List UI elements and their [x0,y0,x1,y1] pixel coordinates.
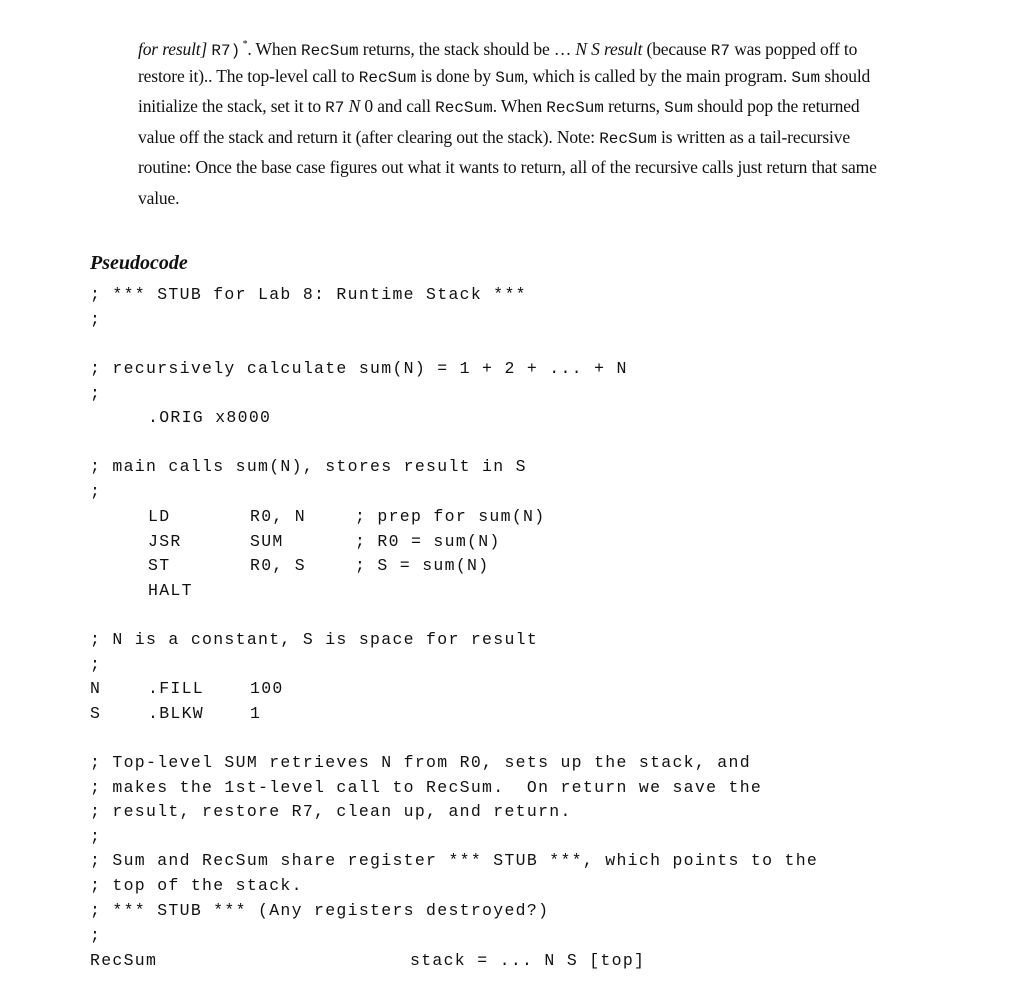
paragraph-text: value off the stack and return it (after clearing out the stack). Note: [138,126,600,147]
inline-code: RecSum [546,99,604,117]
paragraph-text: should [820,65,871,86]
paragraph-text: was popped off to [729,39,858,59]
code-line: ; [90,926,102,945]
code-line: ST [148,556,171,575]
code-line: ; R0 = sum(N) [355,532,501,551]
pseudocode-heading: Pseudocode [90,252,188,274]
paragraph-text: N S result [575,39,643,59]
paragraph-line [138,91,988,122]
code-line: R0, N [250,507,307,526]
code-line: SUM [250,532,284,551]
code-line: ; Sum and RecSum share register *** STUB ***, which points to the [90,851,819,870]
description-paragraph [138,30,988,213]
code-line: ; [90,310,102,329]
paragraph-text: returns, [603,96,665,116]
code-line: JSR [148,532,182,551]
paragraph-text: (because [642,39,711,59]
paragraph-text: N [348,96,361,116]
paragraph-line [138,61,988,92]
paragraph-text: routine: Once the base case figures out what it wants to return, all of the recursive calls just return that same [138,157,877,177]
paragraph-line [138,122,988,153]
paragraph-line [138,183,988,214]
paragraph-text: value. [138,187,180,208]
paragraph-text: restore it).. The top-level call to [138,65,359,86]
code-line: 1 [250,704,262,723]
code-line: R0, S [250,556,307,575]
code-line: ; Top-level SUM retrieves N from R0, sets up the stack, and [90,753,751,772]
inline-code: RecSum [599,129,657,148]
code-line: ; [90,827,102,846]
code-line: RecSum [90,951,158,970]
code-line: ; [90,482,102,501]
paragraph-text: should pop the returned [692,96,860,116]
code-line: 100 [250,679,284,698]
inline-code: RecSum [435,99,493,117]
code-line: ; S = sum(N) [355,556,490,575]
code-line: ; top of the stack. [90,876,303,895]
code-line: N [90,679,102,698]
paragraph-text: for result] [138,39,208,59]
inline-code: Sum [495,68,525,87]
paragraph-line [138,30,988,61]
code-line: ; recursively calculate sum(N) = 1 + 2 + ... + N [90,359,628,378]
code-line: ; *** STUB *** (Any registers destroyed?) [90,901,550,920]
code-line: .ORIG x8000 [148,408,272,427]
paragraph-text: initialize the stack, set it to [138,96,326,116]
paragraph-text: is done by [416,65,496,86]
paragraph-text: . When [247,39,301,59]
code-line: stack = ... N S [top] [410,951,646,970]
inline-code: R7 [710,42,730,60]
code-line: HALT [148,581,193,600]
code-line: .FILL [148,679,205,698]
code-line: ; [90,384,102,403]
paragraph-text: returns, the stack should be … [358,39,576,59]
code-line: ; N is a constant, S is space for result [90,630,539,649]
code-line: ; result, restore R7, clean up, and return. [90,802,572,821]
code-line: LD [148,507,171,526]
paragraph-text: . When [492,96,547,116]
inline-code: RecSum [358,68,417,87]
code-line: ; main calls sum(N), stores result in S [90,457,527,476]
code-line: ; prep for sum(N) [355,507,546,526]
code-line: ; makes the 1st-level call to RecSum. On return we save the [90,778,763,797]
paragraph-text: , which is called by the main program. [524,65,792,86]
inline-code: R7) [211,42,241,60]
paragraph-line [138,152,988,183]
inline-code: Sum [791,68,821,87]
inline-code: Sum [664,99,693,117]
paragraph-text: 0 and call [360,96,436,116]
code-line: ; [90,655,102,674]
code-line: S [90,704,102,723]
code-line: ; *** STUB for Lab 8: Runtime Stack *** [90,285,527,304]
inline-code: R7 [325,99,345,117]
inline-code: RecSum [300,42,359,60]
paragraph-text: is written as a tail-recursive [656,126,850,147]
paragraph-text: * [240,39,248,50]
code-line: .BLKW [148,704,205,723]
